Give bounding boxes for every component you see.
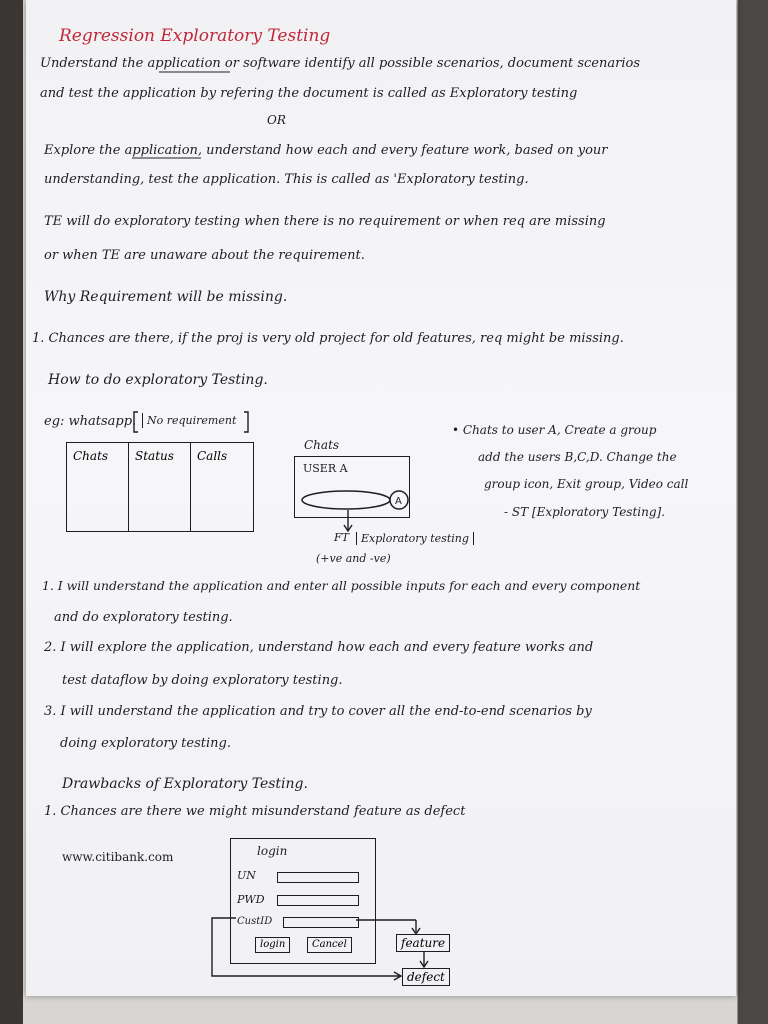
user-a-label: USER A bbox=[303, 462, 348, 475]
definition-2-line-1: Explore the application, understand how each and every feature work, based on your bbox=[44, 143, 608, 158]
field-label-un: UN bbox=[237, 869, 256, 882]
login-button: login bbox=[255, 937, 290, 953]
eg-open-bracket bbox=[134, 412, 138, 432]
field-label-pwd: PWD bbox=[237, 893, 265, 906]
point-3-line-1: 3. I will understand the application and try to cover all the end-to-end scenarios by bbox=[44, 704, 592, 719]
example-label: eg: whatsapp. bbox=[44, 414, 137, 429]
chat-row-oval bbox=[302, 491, 390, 509]
definition-2-line-2: understanding, test the application. This is called as 'Exploratory testing. bbox=[44, 172, 529, 187]
point-2-line-1: 2. I will explore the application, understand how each and every feature works and bbox=[44, 640, 594, 655]
bullet-line-2: add the users B,C,D. Change the bbox=[478, 450, 677, 464]
point-2-line-2: test dataflow by doing exploratory testing. bbox=[62, 673, 343, 688]
bullet-line-1: • Chats to user A, Create a group bbox=[452, 423, 657, 437]
definition-1-line-1: Understand the application or software identify all possible scenarios, document scenarios bbox=[40, 56, 640, 71]
bullet-line-3: group icon, Exit group, Video call bbox=[484, 477, 689, 491]
why-point-1: 1. Chances are there, if the proj is very old project for old features, req might be missing. bbox=[32, 331, 624, 346]
or-separator: OR bbox=[267, 113, 286, 127]
login-title: login bbox=[257, 844, 288, 858]
te-line-1: TE will do exploratory testing when there is no requirement or when req are missing bbox=[44, 214, 606, 229]
definition-1-line-2: and test the application by refering the document is called as Exploratory testing bbox=[40, 86, 578, 101]
point-3-line-2: doing exploratory testing. bbox=[60, 736, 231, 751]
page-title: Regression Exploratory Testing bbox=[59, 26, 331, 46]
tab-chats: Chats bbox=[67, 443, 129, 531]
defect-box: defect bbox=[402, 968, 450, 986]
point-1-line-1: 1. I will understand the application and enter all possible inputs for each and every component bbox=[42, 578, 641, 593]
hand-drawn-strokes bbox=[26, 0, 736, 996]
drawback-1: 1. Chances are there we might misunderstand feature as defect bbox=[44, 804, 466, 819]
point-1-line-2: and do exploratory testing. bbox=[54, 610, 233, 625]
login-defect-loop bbox=[212, 918, 400, 976]
notebook-page bbox=[26, 0, 736, 996]
tab-status: Status bbox=[129, 443, 191, 531]
why-heading: Why Requirement will be missing. bbox=[44, 289, 288, 305]
eg-close-bracket bbox=[244, 412, 248, 432]
avatar-letter: A bbox=[395, 496, 402, 507]
cancel-button: Cancel bbox=[307, 937, 352, 953]
feature-box: feature bbox=[396, 934, 450, 952]
drawbacks-heading: Drawbacks of Exploratory Testing. bbox=[62, 776, 308, 792]
chats-box-label: Chats bbox=[304, 438, 340, 452]
ft-note: Exploratory testing bbox=[356, 532, 474, 545]
te-line-2: or when TE are unaware about the requirement. bbox=[44, 248, 365, 263]
how-heading: How to do exploratory Testing. bbox=[48, 372, 268, 388]
ft-sub: (+ve and -ve) bbox=[316, 552, 391, 565]
tab-calls: Calls bbox=[197, 449, 228, 463]
ft-label: FT bbox=[334, 531, 349, 544]
site-url: www.citibank.com bbox=[62, 850, 174, 864]
field-label-custid: CustID bbox=[237, 916, 273, 927]
example-note: No requirement bbox=[142, 413, 240, 428]
bullet-line-4: - ST [Exploratory Testing]. bbox=[504, 505, 666, 519]
